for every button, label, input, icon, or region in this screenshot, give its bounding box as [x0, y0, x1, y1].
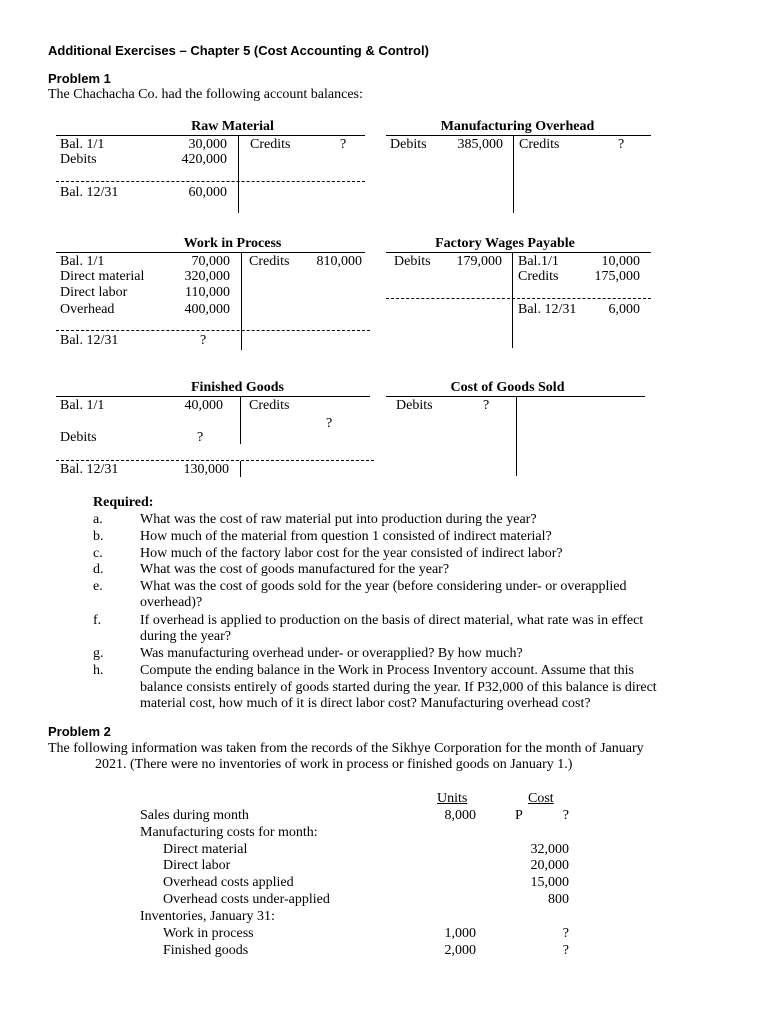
problem-1-label: Problem 1	[48, 71, 111, 86]
question-text: How much of the material from question 1 consisted of indirect material?	[140, 529, 552, 544]
work-in-process-label-3: Direct labor	[60, 285, 128, 300]
work-in-process-value-3: 110,000	[185, 285, 230, 300]
finished-goods-divider-lower	[240, 461, 241, 477]
question-letter: g.	[93, 646, 104, 661]
question-letter: a.	[93, 512, 103, 527]
finished-goods-label-2: Debits	[60, 430, 97, 445]
row-cost: 20,000	[530, 858, 569, 873]
question-text: What was the cost of goods sold for the year (before considering under- or overapplied	[140, 579, 627, 594]
row-cost: ?	[562, 926, 569, 941]
manufacturing-overhead-debit-label: Debits	[390, 137, 427, 152]
row-label: Overhead costs under-applied	[163, 892, 330, 907]
row-label: Work in process	[163, 926, 254, 941]
column-header-cost: Cost	[528, 791, 554, 806]
work-in-process-label-1: Bal. 1/1	[60, 254, 105, 269]
question-text: What was the cost of raw material put into production during the year?	[140, 512, 537, 527]
finished-goods-end-label: Bal. 12/31	[60, 462, 119, 477]
question-text: If overhead is applied to production on the basis of direct material, what rate was in effect	[140, 613, 644, 628]
question-letter: d.	[93, 562, 104, 577]
work-in-process-value-4: 400,000	[184, 302, 230, 317]
finished-goods-value-1: 40,000	[184, 398, 223, 413]
factory-wages-payable-label-2: Credits	[518, 269, 559, 284]
raw-material-end-label: Bal. 12/31	[60, 185, 119, 200]
question-text: Was manufacturing overhead under- or overapplied? By how much?	[140, 646, 523, 661]
work-in-process-credit-label: Credits	[249, 254, 290, 269]
factory-wages-payable-end-value: 6,000	[608, 302, 640, 317]
cost-of-goods-sold-debit-label: Debits	[396, 398, 433, 413]
manufacturing-overhead-top-rule	[386, 135, 651, 136]
raw-material-value-1: 30,000	[188, 137, 227, 152]
problem-2-intro: The following information was taken from the records of the Sikhye Corporation for the month of January	[48, 741, 644, 756]
cost-of-goods-sold-debit-value: ?	[483, 398, 490, 413]
row-cost: 32,000	[530, 842, 569, 857]
factory-wages-payable-debit-value: 179,000	[456, 254, 502, 269]
work-in-process-dashed-rule	[56, 330, 370, 331]
row-units: 8,000	[444, 808, 476, 823]
question-text: Compute the ending balance in the Work in Process Inventory account. Assume that this	[140, 663, 634, 678]
manufacturing-overhead-title: Manufacturing Overhead	[440, 119, 595, 134]
manufacturing-overhead-credit-value: ?	[618, 137, 625, 152]
raw-material-dashed-rule	[56, 181, 365, 182]
finished-goods-title: Finished Goods	[191, 380, 284, 395]
work-in-process-title: Work in Process	[183, 236, 282, 251]
question-text-continued: material cost, how much of it is direct labor cost? Manufacturing overhead cost?	[140, 696, 591, 711]
row-cost: ?	[562, 808, 569, 823]
question-letter: b.	[93, 529, 104, 544]
manufacturing-overhead-divider	[513, 135, 514, 213]
raw-material-title: Raw Material	[191, 119, 274, 134]
problem-2-label: Problem 2	[48, 724, 111, 739]
work-in-process-value-1: 70,000	[191, 254, 230, 269]
work-in-process-divider	[241, 252, 242, 350]
raw-material-label-1: Bal. 1/1	[60, 137, 105, 152]
row-units: 2,000	[444, 943, 476, 958]
row-label: Sales during month	[140, 808, 249, 823]
factory-wages-payable-top-rule	[386, 252, 651, 253]
row-label: Direct labor	[163, 858, 231, 873]
required-label: Required:	[93, 495, 154, 510]
work-in-process-label-4: Overhead	[60, 302, 115, 317]
question-text-continued: balance consists entirely of goods started during the year. If P32,000 of this balance is direct	[140, 680, 657, 695]
manufacturing-overhead-debit-value: 385,000	[457, 137, 503, 152]
question-letter: c.	[93, 546, 103, 561]
raw-material-end-value: 60,000	[188, 185, 227, 200]
row-label: Direct material	[163, 842, 248, 857]
factory-wages-payable-dashed-rule	[386, 298, 651, 299]
raw-material-label-2: Debits	[60, 152, 97, 167]
factory-wages-payable-debit-label: Debits	[394, 254, 431, 269]
cost-of-goods-sold-title: Cost of Goods Sold	[450, 380, 565, 395]
work-in-process-label-2: Direct material	[60, 269, 145, 284]
raw-material-top-rule	[56, 135, 365, 136]
cost-of-goods-sold-divider	[516, 396, 517, 476]
column-header-units: Units	[437, 791, 468, 806]
factory-wages-payable-title: Factory Wages Payable	[435, 236, 575, 251]
finished-goods-credit-label: Credits	[249, 398, 290, 413]
finished-goods-label-1: Bal. 1/1	[60, 398, 105, 413]
factory-wages-payable-divider	[512, 252, 513, 348]
finished-goods-credit-value: ?	[326, 416, 333, 431]
finished-goods-top-rule	[56, 396, 370, 397]
raw-material-credit-value: ?	[340, 137, 347, 152]
factory-wages-payable-label-1: Bal.1/1	[518, 254, 559, 269]
row-cost: ?	[562, 943, 569, 958]
factory-wages-payable-value-2: 175,000	[594, 269, 640, 284]
row-currency: P	[515, 808, 523, 823]
question-text: What was the cost of goods manufactured for the year?	[140, 562, 450, 577]
work-in-process-end-label: Bal. 12/31	[60, 333, 119, 348]
finished-goods-divider	[240, 396, 241, 444]
work-in-process-top-rule	[56, 252, 365, 253]
work-in-process-end-value: ?	[200, 333, 207, 348]
raw-material-value-2: 420,000	[181, 152, 227, 167]
document-title: Additional Exercises – Chapter 5 (Cost Accounting & Control)	[48, 43, 429, 58]
manufacturing-overhead-credit-label: Credits	[519, 137, 560, 152]
work-in-process-value-2: 320,000	[184, 269, 230, 284]
row-cost: 15,000	[530, 875, 569, 890]
question-text: How much of the factory labor cost for the year consisted of indirect labor?	[140, 546, 563, 561]
factory-wages-payable-end-label: Bal. 12/31	[518, 302, 577, 317]
question-letter: e.	[93, 579, 103, 594]
finished-goods-dashed-rule	[56, 460, 374, 461]
row-label: Overhead costs applied	[163, 875, 294, 890]
row-label: Manufacturing costs for month:	[140, 825, 318, 840]
finished-goods-value-2: ?	[197, 430, 204, 445]
raw-material-credit-label: Credits	[250, 137, 291, 152]
row-cost: 800	[548, 892, 569, 907]
work-in-process-credit-value: 810,000	[316, 254, 362, 269]
question-text-continued: during the year?	[140, 629, 231, 644]
problem-1-intro: The Chachacha Co. had the following account balances:	[48, 87, 363, 102]
finished-goods-end-value: 130,000	[183, 462, 229, 477]
question-letter: f.	[93, 613, 102, 628]
question-letter: h.	[93, 663, 104, 678]
row-label: Finished goods	[163, 943, 249, 958]
question-text-continued: overhead)?	[140, 595, 203, 610]
row-label: Inventories, January 31:	[140, 909, 275, 924]
factory-wages-payable-value-1: 10,000	[601, 254, 640, 269]
raw-material-divider	[238, 135, 239, 213]
problem-2-intro-continued: 2021. (There were no inventories of work in process or finished goods on January 1.)	[95, 757, 573, 772]
row-units: 1,000	[444, 926, 476, 941]
